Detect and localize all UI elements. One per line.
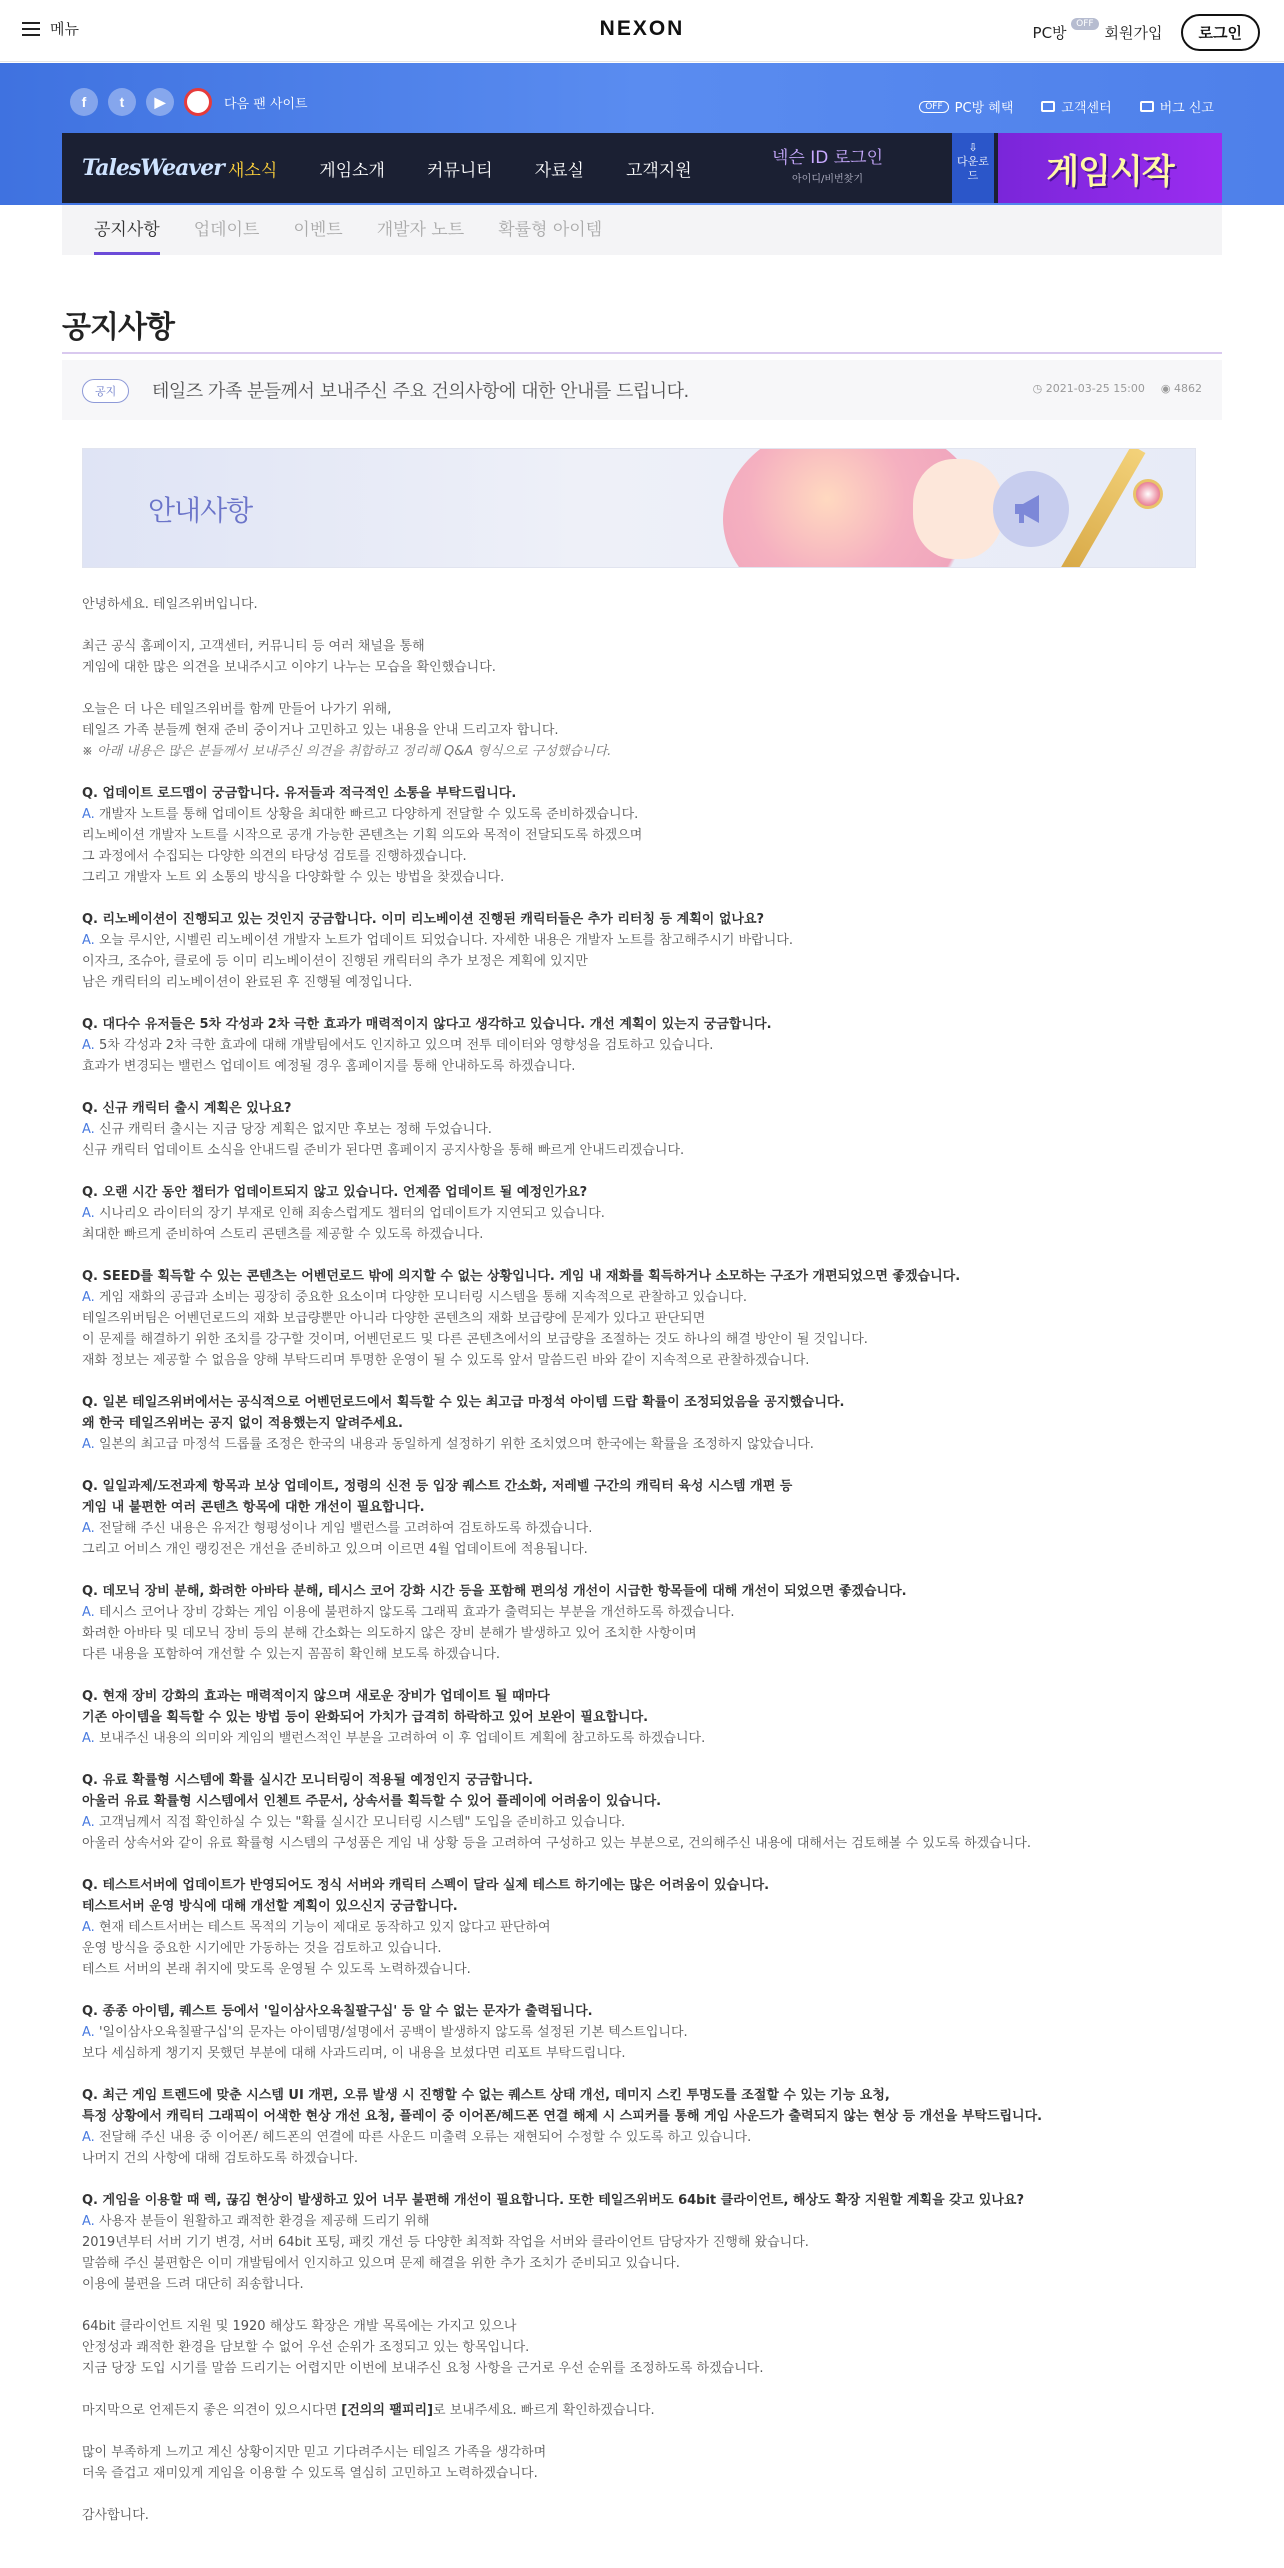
answer-line: 신규 캐릭터 업데이트 소식을 안내드릴 준비가 된다면 홈페이지 공지사항을 통해 빠르게 안내드리겠습니다. xyxy=(82,1143,685,1158)
question-line: Q. 테스트서버에 업데이트가 반영되어도 정식 서버와 캐릭터 스펙이 달라 실제 테스트 하기에는 많은 어려움이 있습니다. xyxy=(82,1878,770,1893)
answer-marker: A. xyxy=(82,1521,99,1536)
youtube-icon[interactable]: ▶ xyxy=(146,88,174,116)
question-line: Q. 데모닉 장비 분해, 화려한 아바타 분해, 테시스 코어 강화 시간 등을 포함해 편의성 개선이 시급한 항목들에 대해 개선이 되었으면 좋겠습니다. xyxy=(82,1584,907,1599)
answer-line: 남은 캐릭터의 리노베이션이 완료된 후 진행될 예정입니다. xyxy=(82,975,413,990)
text-line: 지금 당장 도입 시기를 말씀 드리기는 어렵지만 이번에 보내주신 요청 사항을 근거로 우선 순위를 조정하도록 하겠습니다. xyxy=(82,2361,764,2376)
answer-line: 이 문제를 해결하기 위한 조치를 강구할 것이며, 어벤던로드 및 다른 콘텐츠에서의 보급량을 조절하는 것도 하나의 해결 방안이 될 것입니다. xyxy=(82,1332,868,1347)
pcbang-off-badge: OFF xyxy=(1071,18,1098,30)
pc-off-badge: OFF xyxy=(919,101,948,113)
intro-paragraph xyxy=(82,699,1212,762)
answer-line: A. 전달해 주신 내용은 유저간 형평성이나 게임 밸런스를 고려하여 검토하도록 하겠습니다. xyxy=(82,1521,593,1536)
text-line: 더욱 즐겁고 재미있게 게임을 이용할 수 있도록 열심히 고민하고 노력하겠습니다. xyxy=(82,2466,538,2481)
qa-item xyxy=(82,1182,1212,1245)
chat-icon xyxy=(1041,101,1055,112)
question-line: 테스트서버 운영 방식에 대해 개선할 계획이 있으신지 궁금합니다. xyxy=(82,1899,458,1914)
text-line: 안정성과 쾌적한 환경을 담보할 수 없어 우선 순위가 조정되고 있는 항목입니다. xyxy=(82,2340,530,2355)
answer-marker: A. xyxy=(82,933,99,948)
find-id-link[interactable]: 아이디/비번찾기 xyxy=(792,174,864,185)
answer-line: A. 일본의 최고급 마정석 드롭률 조정은 한국의 내용과 동일하게 설정하기 위한 조치였으며 한국에는 확률을 조정하지 않았습니다. xyxy=(82,1437,814,1452)
qa-item xyxy=(82,1581,1212,1665)
post-body xyxy=(82,594,1212,2547)
answer-line: A. 시나리오 라이터의 장기 부재로 인해 죄송스럽게도 챕터의 업데이트가 지연되고 있습니다. xyxy=(82,1206,605,1221)
banner-title: 안내사항 xyxy=(148,494,253,527)
intro-note: ※ 아래 내용은 많은 분들께서 보내주신 의견을 취합하고 정리해 Q&A 형식으로 구성했습니다. xyxy=(82,744,612,759)
qa-item xyxy=(82,2190,1212,2295)
character-face xyxy=(913,459,1003,559)
feedback-paragraph: 마지막으로 언제든지 좋은 의견이 있으시다면 [건의의 팰피리]로 보내주세요. 빠르게 확인하겠습니다. xyxy=(82,2403,655,2418)
answer-marker: A. xyxy=(82,1206,99,1221)
nexon-login-title: 넥슨 ID 로그인 xyxy=(772,148,884,168)
qa-item xyxy=(82,783,1212,888)
facebook-icon[interactable]: f xyxy=(70,88,98,116)
question-line: Q. 오랜 시간 동안 챕터가 업데이트되지 않고 있습니다. 언제쯤 업데이트 될 예정인가요? xyxy=(82,1185,588,1200)
qa-item xyxy=(82,909,1212,993)
answer-line: A. 현재 테스트서버는 테스트 목적의 기능이 제대로 동작하고 있지 않다고 판단하여 xyxy=(82,1920,551,1935)
feedback-board-link[interactable]: [건의의 팰피리] xyxy=(341,2403,434,2418)
text-line: 안녕하세요. 테일즈위버입니다. xyxy=(82,597,258,612)
staff-illustration xyxy=(1057,448,1146,568)
page-title: 공지사항 xyxy=(62,310,174,345)
answer-marker: A. xyxy=(82,1815,99,1830)
answer-line: 보다 세심하게 챙기지 못했던 부분에 대해 사과드리며, 이 내용을 보셨다면 리포트 부탁드립니다. xyxy=(82,2046,626,2061)
support-link[interactable]: 고객센터 xyxy=(1041,97,1111,116)
answer-line: 그리고 개발자 노트 외 소통의 방식을 다양화할 수 있는 방법을 찾겠습니다. xyxy=(82,870,505,885)
answer-marker: A. xyxy=(82,1731,99,1746)
qa-item xyxy=(82,1686,1212,1749)
question-line: 기존 아이템을 획득할 수 있는 방법 등이 완화되어 가치가 급격히 하락하고 있어 보완이 필요합니다. xyxy=(82,1710,649,1725)
answer-line: 재화 정보는 제공할 수 없음을 양해 부탁드리며 투명한 운영이 될 수 있도록 앞서 말씀드린 바와 같이 지속적으로 관찰하겠습니다. xyxy=(82,1353,810,1368)
answer-line: A. 보내주신 내용의 의미와 게임의 밸런스적인 부분을 고려하여 이 후 업데이트 계획에 참고하도록 하겠습니다. xyxy=(82,1731,706,1746)
closing xyxy=(82,2505,1212,2526)
question-line: Q. 유료 확률형 시스템에 확률 실시간 모니터링이 적용될 예정인지 궁금합니다. xyxy=(82,1773,533,1788)
qa-item xyxy=(82,1098,1212,1161)
answer-line: A. 신규 캐릭터 출시는 지금 당장 계획은 없지만 후보는 정해 두었습니다. xyxy=(82,1122,492,1137)
post-title: 테일즈 가족 분들께서 보내주신 주요 건의사항에 대한 안내를 드립니다. xyxy=(152,381,689,402)
lock-icon xyxy=(1140,101,1154,112)
question-line: 아울러 유료 확률형 시스템에서 인첸트 주문서, 상속서를 획득할 수 있어 플레이에 어려움이 있습니다. xyxy=(82,1794,662,1809)
sub-tab-2[interactable]: 이벤트 xyxy=(293,220,343,240)
answer-line: 2019년부터 서버 기기 변경, 서버 64bit 포팅, 패킷 개선 등 다양한 최적화 작업을 서버와 클라이언트 담당자가 진행해 왔습니다. xyxy=(82,2235,809,2250)
answer-marker: A. xyxy=(82,1290,99,1305)
post-views: ◉ 4862 xyxy=(1160,382,1202,395)
sub-tab-3[interactable]: 개발자 노트 xyxy=(376,220,465,240)
utility-links xyxy=(919,97,1214,116)
game-start-button[interactable]: 게임시작 xyxy=(998,133,1222,203)
sub-tab-4[interactable]: 확률형 아이템 xyxy=(498,220,603,240)
answer-marker: A. xyxy=(82,1122,99,1137)
nexon-topbar xyxy=(0,0,1284,62)
eye-icon: ◉ xyxy=(1160,382,1171,395)
sub-tabs xyxy=(62,205,1222,255)
title-divider xyxy=(62,352,1222,354)
question-line: Q. 업데이트 로드맵이 궁금합니다. 유저들과 적극적인 소통을 부탁드립니다. xyxy=(82,786,517,801)
nav-item-2[interactable]: 커뮤니티 xyxy=(426,160,493,181)
answer-line: 아울러 상속서와 같이 유료 확률형 시스템의 구성품은 게임 내 상황 등을 고려하여 구성하고 있는 부분으로, 건의해주신 내용에 대해서는 검토해볼 수 있도록 하겠습니다. xyxy=(82,1836,1031,1851)
answer-marker: A. xyxy=(82,2025,99,2040)
nav-item-1[interactable]: 게임소개 xyxy=(319,160,385,181)
question-line: Q. 리노베이션이 진행되고 있는 것인지 궁금합니다. 이미 리노베이션 진행된 캐릭터들은 추가 리터칭 등 계획이 없나요? xyxy=(82,912,765,927)
sub-tab-1[interactable]: 업데이트 xyxy=(193,220,260,240)
pc-benefit-link[interactable]: OFF PC방 혜택 xyxy=(919,97,1013,116)
answer-line: 그 과정에서 수집되는 다양한 의견의 타당성 검토를 진행하겠습니다. xyxy=(82,849,467,864)
fan-site-link[interactable]: 다음 팬 사이트 xyxy=(224,96,308,112)
qa-item xyxy=(82,2001,1212,2064)
game-nav xyxy=(62,133,1222,203)
pcbang-link[interactable]: PC방 OFF xyxy=(1033,22,1071,43)
notice-badge: 공지 xyxy=(82,379,129,403)
answer-line: 그리고 어비스 개인 랭킹전은 개선을 준비하고 있으며 이르면 4월 업데이트에 적용됩니다. xyxy=(82,1542,588,1557)
qa-item xyxy=(82,1476,1212,1560)
nav-item-0[interactable]: 새소식 xyxy=(228,160,278,181)
nexon-id-login[interactable] xyxy=(772,143,883,185)
download-button[interactable]: ⇩ 다운로드 xyxy=(952,133,994,203)
sub-tab-0[interactable]: 공지사항 xyxy=(94,205,160,255)
answer-line: A. 5차 각성과 2차 극한 효과에 대해 개발팀에서도 인지하고 있으며 전투 데이터와 영향성을 검토하고 있습니다. xyxy=(82,1038,714,1053)
answer-line: 최대한 빠르게 준비하여 스토리 콘텐츠를 제공할 수 있도록 하겠습니다. xyxy=(82,1227,484,1242)
question-line: Q. 일본 테일즈위버에서는 공식적으로 어벤던로드에서 획득할 수 있는 최고급 마정석 아이템 드랍 확률이 조정되었음을 공지했습니다. xyxy=(82,1395,845,1410)
answer-line: 이자크, 조슈아, 클로에 등 이미 리노베이션이 진행된 캐릭터의 추가 보정은 계획에 있지만 xyxy=(82,954,588,969)
answer-line: 나머지 건의 사항에 대해 검토하도록 하겠습니다. xyxy=(82,2151,358,2166)
qa-item xyxy=(82,1266,1212,1371)
answer-marker: A. xyxy=(82,2214,99,2229)
answer-line: A. 테시스 코어나 장비 강화는 게임 이용에 불편하지 않도록 그래픽 효과가 출력되는 부분을 개선하도록 하겠습니다. xyxy=(82,1605,735,1620)
talesweaver-logo[interactable]: TalesWeaver xyxy=(82,155,224,181)
answer-line: A. 사용자 분들이 원활하고 쾌적한 환경을 제공해 드리기 위해 xyxy=(82,2214,430,2229)
question-line: 게임 내 불편한 여러 콘텐츠 항목에 대한 개선이 필요합니다. xyxy=(82,1500,425,1515)
answer-line: 운영 방식을 중요한 시기에만 가동하는 것을 검토하고 있습니다. xyxy=(82,1941,442,1956)
answer-line: A. 고객님께서 직접 확인하실 수 있는 "확률 실시간 모니터링 시스템" 도입을 준비하고 있습니다. xyxy=(82,1815,626,1830)
answer-line: A. 오늘 루시안, 시벨린 리노베이션 개발자 노트가 업데이트 되었습니다. 자세한 내용은 개발자 노트를 참고해주시기 바랍니다. xyxy=(82,933,793,948)
question-line: 왜 한국 테일즈위버는 공지 없이 적용했는지 알려주세요. xyxy=(82,1416,403,1431)
bug-report-link[interactable]: 버그 신고 xyxy=(1140,97,1214,116)
nav-item-3[interactable]: 자료실 xyxy=(534,160,584,181)
qa-item xyxy=(82,1014,1212,1077)
question-line: 특정 상황에서 캐릭터 그래픽이 어색한 현상 개선 요청, 플레이 중 이어폰/헤드폰 연결 해제 시 스피커를 통해 게임 사운드가 출력되지 않는 현상 등 개선을 부탁드립니다. xyxy=(82,2109,1043,2124)
question-line: Q. 종종 아이템, 퀘스트 등에서 '일이삼사오육칠팔구십' 등 알 수 없는 문자가 출력됩니다. xyxy=(82,2004,593,2019)
staff-gem-illustration xyxy=(1133,479,1163,509)
answer-line: 테스트 서버의 본래 취지에 맞도록 운영될 수 있도록 노력하겠습니다. xyxy=(82,1962,471,1977)
answer-marker: A. xyxy=(82,1437,99,1452)
qa-item xyxy=(82,1770,1212,1854)
qa-item xyxy=(82,1392,1212,1455)
greeting xyxy=(82,594,1212,615)
question-line: Q. 게임을 이용할 때 렉, 끊김 현상이 발생하고 있어 너무 불편해 개선이 필요합니다. 또한 테일즈위버도 64bit 클라이언트, 해상도 확장 지원할 계획을 갖고 있나요? xyxy=(82,2193,1025,2208)
menu-label: 메뉴 xyxy=(50,20,79,38)
notice-banner xyxy=(82,448,1196,568)
answer-line: 다른 내용을 포함하여 개선할 수 있는지 꼼꼼히 확인해 보도록 하겠습니다. xyxy=(82,1647,501,1662)
text-line: 게임에 대한 많은 의견을 보내주시고 이야기 나누는 모습을 확인했습니다. xyxy=(82,660,496,675)
login-button[interactable]: 로그인 xyxy=(1181,14,1260,51)
answer-line: 리노베이션 개발자 노트를 시작으로 공개 가능한 콘텐츠는 기획 의도와 목적이 전달되도록 하겠으며 xyxy=(82,828,643,843)
answer-marker: A. xyxy=(82,807,99,822)
question-line: Q. 신규 캐릭터 출시 계획은 있나요? xyxy=(82,1101,292,1116)
question-line: Q. 최근 게임 트렌드에 맞춘 시스템 UI 개편, 오류 발생 시 진행할 수 없는 퀘스트 상태 개선, 데미지 스킨 투명도를 조절할 수 있는 기능 요청, xyxy=(82,2088,890,2103)
question-line: Q. 대다수 유저들은 5차 각성과 2차 극한 효과가 매력적이지 않다고 생각하고 있습니다. 개선 계획이 있는지 궁금합니다. xyxy=(82,1017,772,1032)
download-icon: ⇩ xyxy=(968,141,978,154)
answer-line: A. 게임 재화의 공급과 소비는 굉장히 중요한 요소이며 다양한 모니터링 시스템을 통해 지속적으로 관찰하고 있습니다. xyxy=(82,1290,748,1305)
text-line: 감사합니다. xyxy=(82,2508,149,2523)
qa-item xyxy=(82,2085,1212,2169)
intro-paragraph xyxy=(82,636,1212,678)
nav-item-4[interactable]: 고객지원 xyxy=(625,160,692,181)
text-line: 테일즈 가족 분들께 현재 준비 중이거나 고민하고 있는 내용을 안내 드리고자 합니다. xyxy=(82,723,559,738)
qa-item xyxy=(82,1875,1212,1980)
question-line: Q. SEED를 획득할 수 있는 콘텐츠는 어벤던로드 밖에 의지할 수 없는 상황입니다. 게임 내 재화를 획득하거나 소모하는 구조가 개편되었으면 좋겠습니다. xyxy=(82,1269,961,1284)
answer-line: 효과가 변경되는 밸런스 업데이트 예정될 경우 홈페이지를 통해 안내하도록 하겠습니다. xyxy=(82,1059,576,1074)
answer-marker: A. xyxy=(82,1605,99,1620)
clock-icon: ◷ xyxy=(1032,382,1043,395)
social-links xyxy=(70,88,308,116)
answer-marker: A. xyxy=(82,2130,99,2145)
post-header xyxy=(62,360,1222,420)
join-link[interactable]: 회원가입 xyxy=(1104,24,1163,42)
answer-line: A. 전달해 주신 내용 중 이어폰/ 헤드폰의 연결에 따른 사운드 미출력 오류는 재현되어 수정할 수 있도록 하고 있습니다. xyxy=(82,2130,752,2145)
twitter-icon[interactable]: t xyxy=(108,88,136,116)
answer-line: 화려한 아바타 및 데모닉 장비 등의 분해 간소화는 의도하지 않은 장비 분해가 발생하고 있어 조치한 사항이며 xyxy=(82,1626,697,1641)
answer-marker: A. xyxy=(82,1920,99,1935)
question-line: Q. 현재 장비 강화의 효과는 매력적이지 않으며 새로운 장비가 업데이트 될 때마다 xyxy=(82,1689,550,1704)
text-line: 64bit 클라이언트 지원 및 1920 해상도 확장은 개발 목록에는 가지고 있으나 xyxy=(82,2319,517,2334)
answer-line: 말씀해 주신 불편함은 이미 개발팀에서 인지하고 있으며 문제 해결을 위한 추가 조치가 준비되고 있습니다. xyxy=(82,2256,680,2271)
outro-paragraph xyxy=(82,2316,1212,2379)
answer-line: A. '일이삼사오육칠팔구십'의 문자는 아이템명/설명에서 공백이 발생하지 않도록 설정된 기본 텍스트입니다. xyxy=(82,2025,688,2040)
daum-fan-icon[interactable] xyxy=(184,88,212,116)
question-line: Q. 일일과제/도전과제 항목과 보상 업데이트, 정령의 신전 등 입장 퀘스트 간소화, 저레벨 구간의 캐릭터 육성 시스템 개편 등 xyxy=(82,1479,793,1494)
outro-paragraph xyxy=(82,2442,1212,2484)
answer-line: 이용에 불편을 드려 대단히 죄송합니다. xyxy=(82,2277,304,2292)
text-line: 오늘은 더 나은 테일즈위버를 함께 만들어 나가기 위해, xyxy=(82,702,392,717)
answer-line: 테일즈위버팀은 어벤던로드의 재화 보급량뿐만 아니라 다양한 콘텐츠의 재화 보급량에 문제가 있다고 판단되면 xyxy=(82,1311,706,1326)
nexon-logo[interactable]: NEXON xyxy=(599,17,685,40)
answer-marker: A. xyxy=(82,1038,99,1053)
text-line: 많이 부족하게 느끼고 계신 상황이지만 믿고 기다려주시는 테일즈 가족을 생각하며 xyxy=(82,2445,547,2460)
text-line: 최근 공식 홈페이지, 고객센터, 커뮤니티 등 여러 채널을 통해 xyxy=(82,639,425,654)
answer-line: A. 개발자 노트를 통해 업데이트 상황을 최대한 빠르고 다양하게 전달할 수 있도록 준비하겠습니다. xyxy=(82,807,639,822)
post-date: ◷ 2021-03-25 15:00 xyxy=(1032,382,1145,395)
megaphone-icon xyxy=(993,471,1069,547)
